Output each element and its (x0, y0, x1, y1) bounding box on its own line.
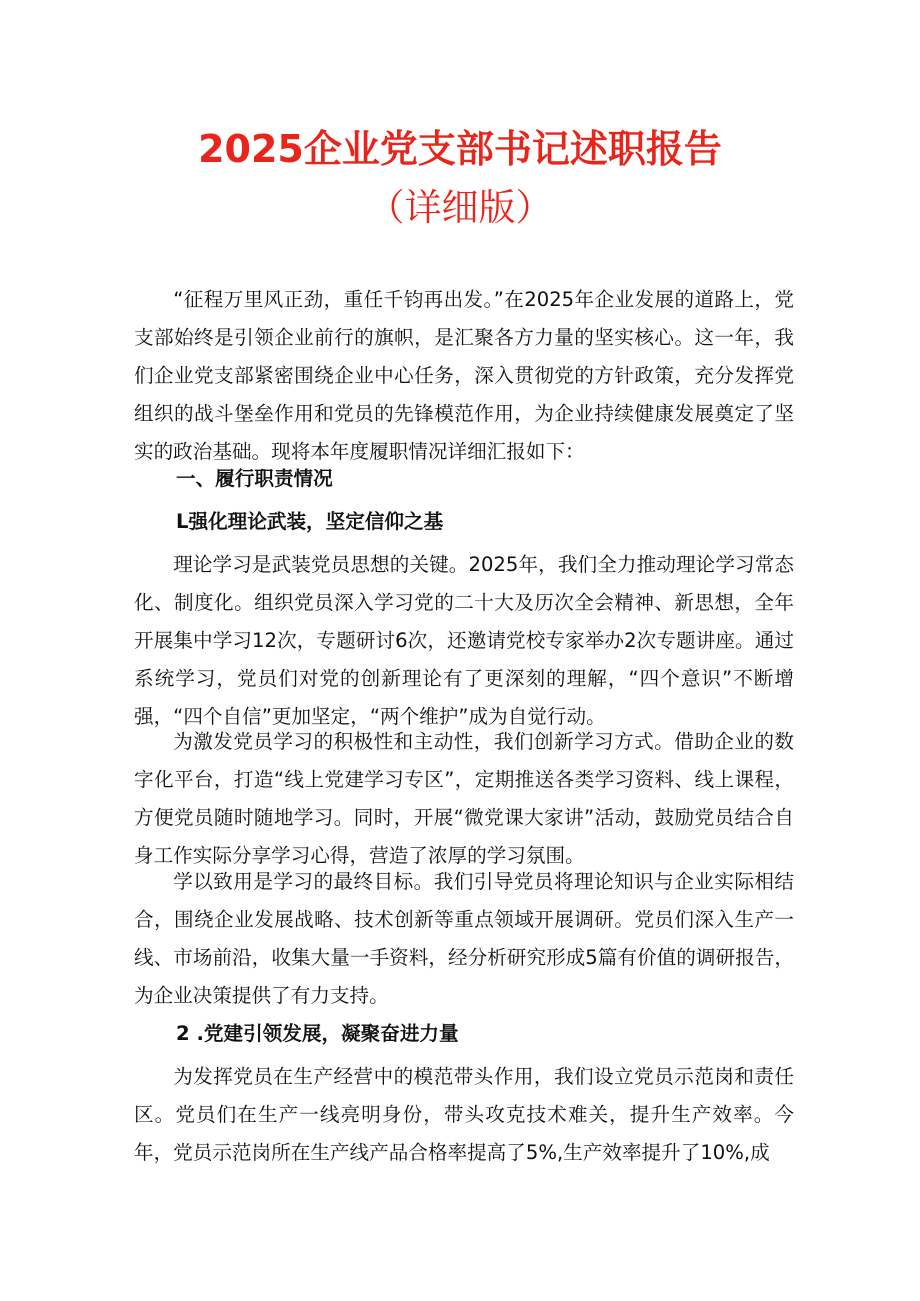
body-paragraph-4: 为发挥党员在生产经营中的模范带头作用，我们设立党员示范岗和责任区。党员们在生产一线亮明身份，带头攻克技术难关，提升生产效率。今年，党员示范岗所在生产线产品合格率提高了5%,生产效率提升了10%,成 (134, 1065, 794, 1164)
document-title: 2025企业党支部书记述职报告 (198, 127, 722, 171)
subsection-heading-2: 2 .党建引领发展，凝聚奋进力量 (176, 1022, 459, 1045)
body-paragraph-1: 理论学习是武装党员思想的关键。2025年，我们全力推动理论学习常态化、制度化。组织党员深入学习党的二十大及历次全会精神、新思想，全年开展集中学习12次，专题研讨6次，还邀请党校专家举办2次专题讲座。通过系统学习，党员们对党的创新理论有了更深刻的理解，“四个意识”不断增强，“四个自信”更加坚定，“两个维护”成为自觉行动。 (134, 553, 794, 728)
section-heading-1: 一、履行职责情况 (176, 467, 333, 490)
body-paragraph-3: 学以致用是学习的最终目标。我们引导党员将理论知识与企业实际相结合，围绕企业发展战略、技术创新等重点领域开展调研。党员们深入生产一线、市场前沿，收集大量一手资料，经分析研究形成5篇有价值的调研报告，为企业决策提供了有力支持。 (134, 870, 794, 1007)
intro-paragraph: “征程万里风正劲，重任千钧再出发。”在2025年企业发展的道路上，党支部始终是引领企业前行的旗帜，是汇聚各方力量的坚实核心。这一年，我们企业党支部紧密围绕企业中心任务，深入贯彻党的方针政策，充分发挥党组织的战斗堡垒作用和党员的先锋模范作用，为企业持续健康发展奠定了坚实的政治基础。现将本年度履职情况详细汇报如下： (134, 288, 794, 463)
subsection-heading-1: L强化理论武装，坚定信仰之基 (176, 510, 444, 533)
body-paragraph-2: 为激发党员学习的积极性和主动性，我们创新学习方式。借助企业的数字化平台，打造“线上党建学习专区”，定期推送各类学习资料、线上课程，方便党员随时随地学习。同时，开展“微党课大家讲”活动，鼓励党员结合自身工作实际分享学习心得，营造了浓厚的学习氛围。 (134, 730, 794, 867)
document-subtitle: （详细版） (367, 186, 553, 229)
